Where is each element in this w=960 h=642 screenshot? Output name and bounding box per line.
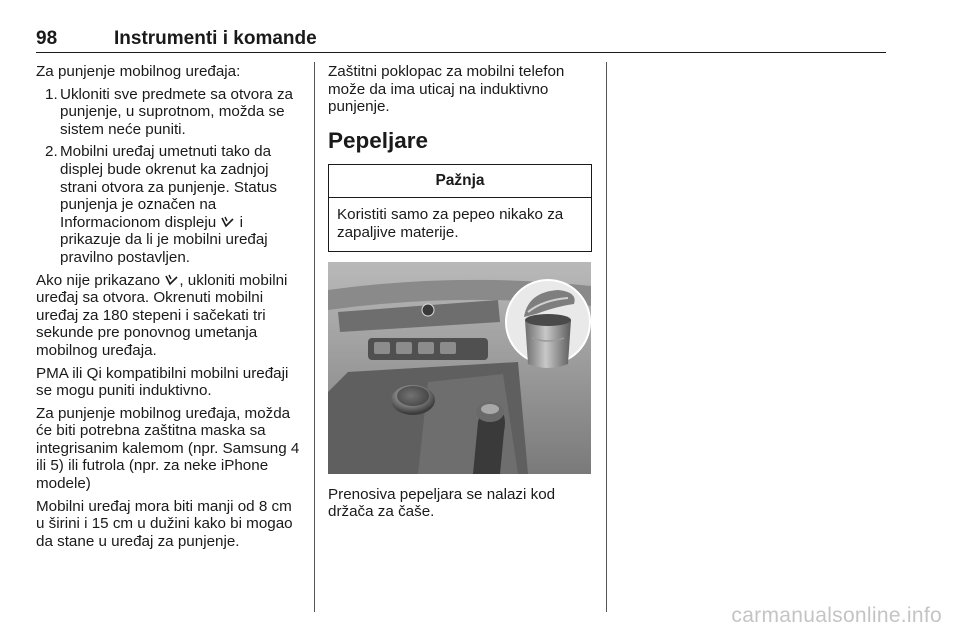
list-item xyxy=(36,143,304,266)
paragraph-text: , ukloniti mobilni uređaj sa otvora. Okrenuti mobilni uređaj za 180 stepeni i sačekati tri sekunde pre ponovnog umetanja mobilnog uređaja. xyxy=(36,271,288,359)
paragraph-remove-device xyxy=(36,272,304,360)
list-item xyxy=(36,86,304,139)
header-rule xyxy=(36,52,886,53)
page-header xyxy=(36,28,886,52)
intro-text: Za punjenje mobilnog uređaja: xyxy=(36,63,241,80)
steps-list xyxy=(36,86,304,267)
paragraph-mask: Za punjenje mobilnog uređaja, možda će biti potrebna zaštitna maska sa integrisanim kalemom (npr. Samsung 4 ili 5) ili futrola (npr. za neke iPhone modele) xyxy=(36,404,300,493)
caution-text: Koristiti samo za pepeo nikako za zapaljive materije. xyxy=(337,206,564,241)
caution-box xyxy=(328,164,592,252)
paragraph-size: Mobilni uređaj mora biti manji od 8 cm u širini i 15 cm u dužini kako bi mogao da stane u uređaj za punjenje. xyxy=(36,497,293,550)
left-column xyxy=(36,63,304,555)
step-text: Ukloniti sve predmete sa otvora za punjenje, u suprotnom, možda se sistem neće puniti. xyxy=(60,85,293,138)
ashtray-photo xyxy=(328,262,591,474)
page-number: 98 xyxy=(36,28,58,49)
step-number: 2. xyxy=(45,143,58,161)
phone-charging-icon xyxy=(165,274,178,286)
photo-caption: Prenosiva pepeljara se nalazi kod držača za čaše. xyxy=(328,485,556,521)
watermark: carmanualsonline.info xyxy=(731,604,942,627)
phone-charging-icon xyxy=(221,216,234,228)
paragraph-cover: Zaštitni poklopac za mobilni telefon može da ima uticaj na induktivno punjenje. xyxy=(328,63,565,116)
column-divider-right xyxy=(606,62,607,612)
right-column xyxy=(328,63,594,526)
section-title: Instrumenti i komande xyxy=(114,28,317,49)
step-text: Mobilni uređaj umetnuti tako da displej bude okrenut ka zadnjoj strani otvora za punjenje. Status punjenja je označen na Informacionom displeju xyxy=(60,143,277,231)
heading-ashtrays: Pepeljare xyxy=(328,127,429,153)
column-divider-left xyxy=(314,62,315,612)
paragraph-text: Ako nije prikazano xyxy=(36,271,161,289)
step-number: 1. xyxy=(45,85,58,103)
step-text-continued: i prikazuje da li je mobilni uređaj pravilno postavljen. xyxy=(60,213,268,266)
caution-title: Pažnja xyxy=(329,165,591,199)
paragraph-pma: PMA ili Qi kompatibilni mobilni uređaji se mogu puniti induktivno. xyxy=(36,364,289,400)
